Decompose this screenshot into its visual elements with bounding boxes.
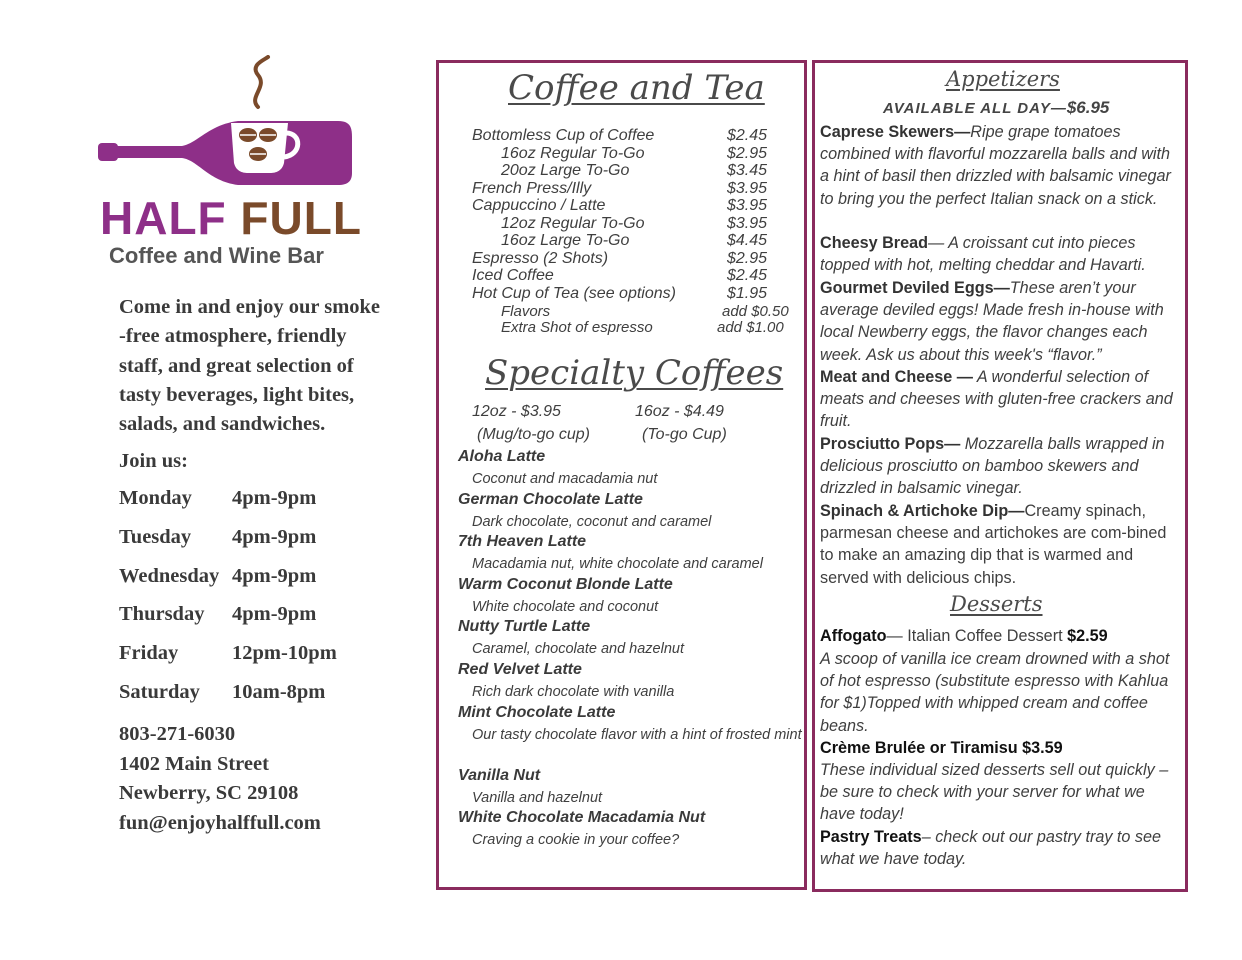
intro-line: Come in and enjoy our smoke (119, 296, 381, 318)
coffee-tea-title: Coffee and Tea (508, 68, 765, 108)
menu-item-price: $1.95 (727, 285, 768, 302)
menu-item-price: $4.45 (727, 232, 768, 249)
menu-item-name: Extra Shot of espresso (501, 319, 653, 336)
intro-line: staff, and great selection of (119, 354, 354, 377)
appetizer-item (820, 366, 1182, 433)
brand-subtitle: Coffee and Wine Bar (109, 243, 324, 268)
dessert-desc: These individual sized desserts sell out quickly – be sure to check with your server for what we have today! (820, 761, 1169, 824)
specialty-item-name: German Chocolate Latte (458, 491, 643, 508)
contact-phone: 803-271-6030 (119, 723, 236, 745)
availability-label: AVAILABLE ALL DAY— (883, 100, 1067, 117)
dessert-item-pastry (820, 826, 1182, 870)
specialty-item-name: Aloha Latte (458, 448, 546, 465)
menu-item-name: Flavors (501, 303, 551, 320)
contact-street: 1402 Main Street (119, 752, 269, 775)
menu-item-price: $3.95 (727, 215, 768, 232)
specialty-item-name: Warm Coconut Blonde Latte (458, 576, 673, 593)
hours-table (119, 487, 337, 720)
wine-bottle-with-coffee-cup-icon (98, 55, 358, 190)
menu-item-name: 16oz Large To-Go (501, 232, 630, 249)
menu-item-price: $2.45 (727, 267, 768, 284)
appetizer-name: Cheesy Bread (820, 234, 928, 252)
hours-day: Friday (119, 642, 179, 665)
appetizer-desc: A wonderful selection of meats and cheeses with gluten-free crackers and fruit. (820, 368, 1173, 431)
menu-item-price: $2.45 (727, 127, 768, 144)
contact-info (119, 720, 321, 838)
hours-row (119, 487, 337, 526)
specialty-item-desc: Dark chocolate, coconut and caramel (472, 514, 712, 530)
menu-item-price: add $0.50 (722, 303, 789, 320)
menu-item-price: $3.45 (727, 162, 768, 179)
brand-name (100, 192, 362, 244)
hours-row (119, 565, 337, 604)
appetizers-availability (883, 98, 1109, 118)
appetizer-name: Prosciutto Pops— (820, 435, 961, 453)
contact-city: Newberry, SC 29108 (119, 782, 299, 805)
appetizer-desc: Ripe grape tomatoes combined with flavorful mozzarella balls and with a hint of basil then drizzled with balsamic vinegar to bring you the perfect Italian snack on a stick. (820, 123, 1171, 208)
hours-heading: Join us: (119, 450, 188, 472)
menu-item-name: Hot Cup of Tea (see options) (472, 285, 676, 302)
specialty-cup-large: (To-go Cup) (642, 426, 727, 443)
dessert-item-affogato (820, 625, 1182, 647)
dessert-item-creme (820, 737, 1182, 759)
appetizer-desc: Mozzarella balls wrapped in delicious prosciutto on bamboo skewers and drizzled in balsamic vinegar. (820, 435, 1165, 498)
dessert-desc: A scoop of vanilla ice cream drowned with a shot of hot espresso (substitute espresso with Kahlua for $1)Topped with whipped cream and coffee beans. (820, 650, 1170, 735)
specialty-cup-small: (Mug/to-go cup) (477, 426, 590, 443)
specialty-item-desc: Vanilla and hazelnut (472, 790, 603, 806)
specialty-item-desc: White chocolate and coconut (472, 599, 659, 615)
hours-day: Tuesday (119, 525, 192, 548)
specialty-item-name: Vanilla Nut (458, 767, 541, 784)
appetizer-name: Caprese Skewers— (820, 123, 971, 141)
hours-time: 4pm-9pm (232, 603, 317, 626)
hours-time: 4pm-9pm (232, 564, 317, 587)
intro-line: salads, and sandwiches. (119, 413, 326, 436)
intro-line: -free atmosphere, friendly (119, 325, 347, 348)
hours-row (119, 526, 337, 565)
hours-day: Thursday (119, 603, 205, 626)
specialty-item-name: White Chocolate Macadamia Nut (458, 809, 706, 826)
appetizer-item (820, 232, 1182, 276)
appetizer-name: Gourmet Deviled Eggs— (820, 279, 1010, 297)
appetizers-title: Appetizers (946, 67, 1060, 91)
dessert-name: Pastry Treats (820, 828, 922, 846)
specialty-item-name: 7th Heaven Latte (458, 533, 587, 550)
brand-name-full: FULL (240, 192, 362, 244)
appetizers-price: $6.95 (1066, 98, 1110, 117)
appetizer-name: Spinach & Artichoke Dip— (820, 502, 1025, 520)
hours-time: 12pm-10pm (232, 642, 337, 665)
specialty-item-name: Red Velvet Latte (458, 661, 582, 678)
hours-time: 4pm-9pm (232, 487, 317, 509)
hours-time: 4pm-9pm (232, 525, 317, 548)
specialty-item-name: Mint Chocolate Latte (458, 704, 616, 721)
desserts-title: Desserts (950, 592, 1043, 616)
hours-row (119, 603, 337, 642)
hours-day: Saturday (119, 680, 200, 703)
appetizer-desc: — A croissant cut into pieces topped with hot, melting cheddar and Havarti. (820, 234, 1146, 275)
hours-day: Monday (119, 487, 192, 509)
specialty-size-large: 16oz - $4.49 (635, 403, 724, 420)
specialty-item-desc: Macadamia nut, white chocolate and caramel (472, 556, 763, 572)
hours-day: Wednesday (119, 564, 220, 587)
specialty-item-desc: Caramel, chocolate and hazelnut (472, 641, 684, 657)
menu-item-price: $3.95 (727, 197, 768, 214)
menu-item-name: 16oz Regular To-Go (501, 145, 645, 162)
dessert-subtitle: — Italian Coffee Dessert (886, 627, 1068, 645)
dessert-desc: – check out our pastry tray to see what we have today. (820, 828, 1162, 869)
hours-row (119, 681, 337, 720)
menu-item-name: 20oz Large To-Go (501, 162, 630, 179)
specialty-item-name: Nutty Turtle Latte (458, 618, 591, 635)
menu-item-price: $2.95 (727, 145, 768, 162)
specialty-item-desc: Our tasty chocolate flavor with a hint of frosted mint (472, 727, 802, 743)
specialty-item-desc: Coconut and macadamia nut (472, 471, 658, 487)
menu-item-name: 12oz Regular To-Go (501, 215, 645, 232)
specialty-coffees-title: Specialty Coffees (485, 353, 784, 393)
menu-item-price: $2.95 (727, 250, 768, 267)
specialty-item-desc: Craving a cookie in your coffee? (472, 832, 680, 848)
appetizer-desc: These aren’t your average deviled eggs! Made fresh in-house with local Newberry eggs, the flavor changes each week. Ask us about this week's “flavor.” (820, 279, 1164, 364)
appetizer-item (820, 277, 1182, 366)
dessert-price: $2.59 (1067, 627, 1108, 645)
menu-item-name: Iced Coffee (472, 267, 554, 284)
intro-line: tasty beverages, light bites, (119, 383, 355, 406)
hours-time: 10am-8pm (232, 680, 326, 703)
menu-item-name: Cappuccino / Latte (472, 197, 606, 214)
specialty-size-small: 12oz - $3.95 (472, 403, 561, 420)
dessert-name: Crème Brulée or Tiramisu $3.59 (820, 739, 1063, 757)
appetizer-item (820, 121, 1182, 210)
brand-name-half: HALF (100, 192, 227, 244)
menu-item-name: Bottomless Cup of Coffee (472, 127, 655, 144)
appetizer-item (820, 433, 1182, 500)
appetizer-name: Meat and Cheese — (820, 368, 973, 386)
menu-item-name: Espresso (2 Shots) (472, 250, 609, 267)
specialty-item-desc: Rich dark chocolate with vanilla (472, 684, 675, 700)
menu-item-name: French Press/Illy (472, 180, 592, 197)
menu-item-price: add $1.00 (717, 319, 784, 336)
logo (98, 55, 358, 190)
contact-email: fun@enjoyhalffull.com (119, 811, 321, 834)
intro-text (119, 293, 409, 439)
appetizer-desc: Creamy spinach, parmesan cheese and artichokes are com-bined to make an amazing dip that is warmed and served with delicious chips. (820, 502, 1167, 587)
menu-item-price: $3.95 (727, 180, 768, 197)
appetizer-item (820, 500, 1182, 589)
dessert-name: Affogato (820, 627, 887, 645)
hours-row (119, 642, 337, 681)
